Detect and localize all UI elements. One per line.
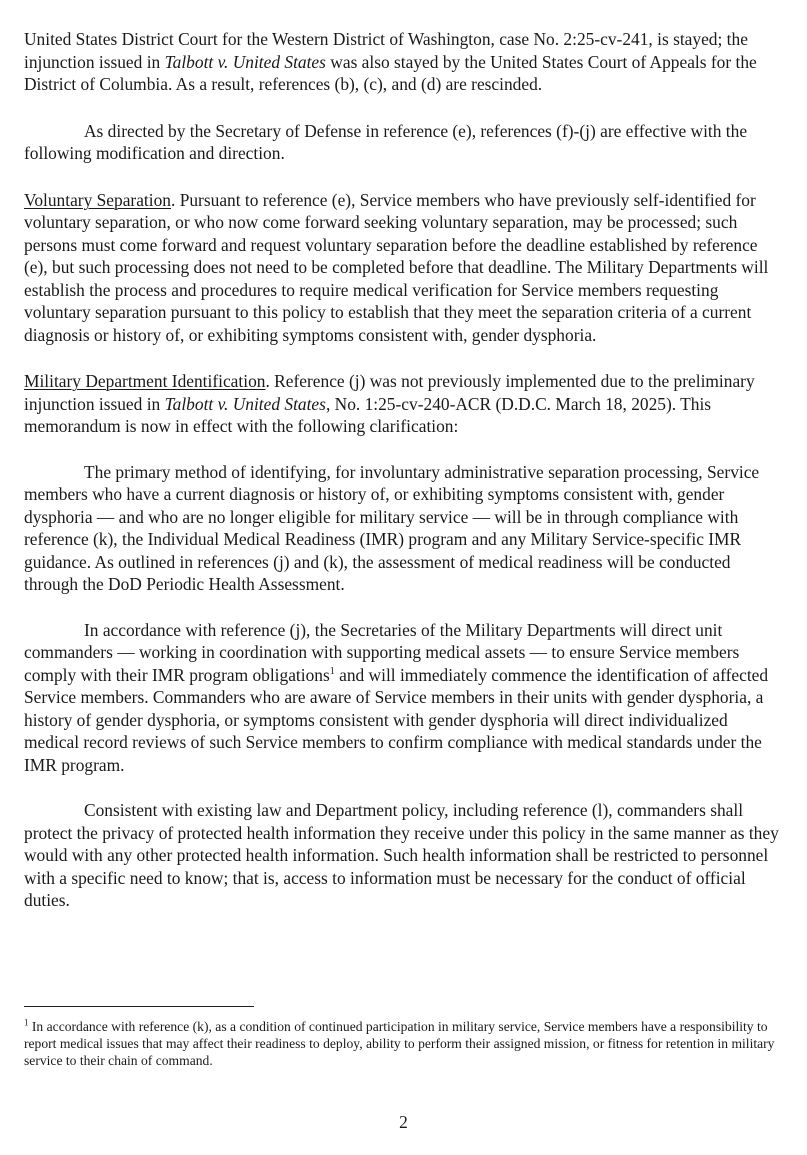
- paragraph-privacy: Consistent with existing law and Department policy, including reference (l), commanders shall protect the privacy of protected health information they receive under this policy in the same manner as they would with any other protected health information. Such health information shall be restricted to personnel with a specific need to know; that is, access to information must be necessary for the conduct of official duties.: [24, 800, 779, 910]
- paragraph-text: In accordance with reference (j), the Secretaries of the Military Departments will direct unit commanders — working in coordination with supporting medical assets — to ensure Service members comply with their IMR program obligations: [24, 619, 740, 685]
- case-name: Talbott v. United States: [164, 51, 326, 72]
- paragraph-court-stay: [24, 28, 784, 96]
- section-heading-voluntary-separation: Voluntary Separation: [24, 189, 171, 210]
- document-body: [24, 28, 784, 912]
- paragraph-text: United States District Court for the Western District of Washington, case No. 2:25-cv-241, is stayed; the injunction issued in: [24, 29, 748, 72]
- footnote-marker: 1: [24, 1017, 29, 1028]
- paragraph-direction: As directed by the Secretary of Defense in reference (e), references (f)-(j) are effective with the following modification and direction.: [24, 120, 748, 163]
- footnote: [24, 1018, 784, 1069]
- paragraph-commander-direction: [24, 619, 784, 777]
- footnote-divider: [24, 1006, 254, 1007]
- paragraph-text: and will immediately commence the identification of affected Service members. Commanders who are aware of Service members in their units with gender dysphoria, a history of gender dysphoria, or symptoms consistent with gender dysphoria will direct individualized medical record reviews of such Service members to confirm compliance with medical standards under the IMR program.: [24, 664, 769, 775]
- section-heading-military-department-identification: Military Department Identification: [24, 371, 266, 391]
- paragraph-text: . Pursuant to reference (e), Service members who have previously self-identified for voluntary separation, or who now come forward seeking voluntary separation, may be processed; such persons must come forward and request voluntary separation before the deadline established by reference (e), but such processing does not need to be completed before that deadline. The Military Departments will establish the process and procedures to require medical verification for Service members requesting voluntary separation pursuant to this policy to establish that they meet the separation criteria of a current diagnosis or history of, or exhibiting symptoms consistent with, gender dysphoria.: [24, 189, 769, 345]
- paragraph-military-department-identification: [24, 370, 784, 438]
- paragraph-text: was also stayed by the United States Court of Appeals for the District of Columbia. As a result, references (b), (c), and (d) are rescinded.: [24, 51, 757, 94]
- footnote-text: In accordance with reference (k), as a condition of continued participation in military service, Service members have a responsibility to report medical issues that may affect their readiness to deploy, ability to perform their assigned mission, or fitness for retention in military service to their chain of command.: [24, 1019, 775, 1068]
- paragraph-voluntary-separation: [24, 189, 784, 347]
- case-name: Talbott v. United States: [164, 393, 326, 414]
- paragraph-primary-method: The primary method of identifying, for involuntary administrative separation processing, Service members who have a current diagnosis or history of, or exhibiting symptoms consistent with, gender dysphoria — and who are no longer eligible for military service — will be in through compliance with reference (k), the Individual Medical Readiness (IMR) program and any Military Service-specific IMR guidance. As outlined in references (j) and (k), the assessment of medical readiness will be conducted through the DoD Periodic Health Assessment.: [24, 461, 760, 594]
- footnote-reference: 1: [329, 665, 335, 677]
- paragraph-text: , No. 1:25-cv-240-ACR (D.D.C. March 18, 2025). This memorandum is now in effect with the following clarification:: [24, 393, 712, 436]
- paragraph-text: . Reference (j) was not previously implemented due to the preliminary injunction issued in: [24, 371, 755, 414]
- page-number: 2: [399, 1112, 408, 1132]
